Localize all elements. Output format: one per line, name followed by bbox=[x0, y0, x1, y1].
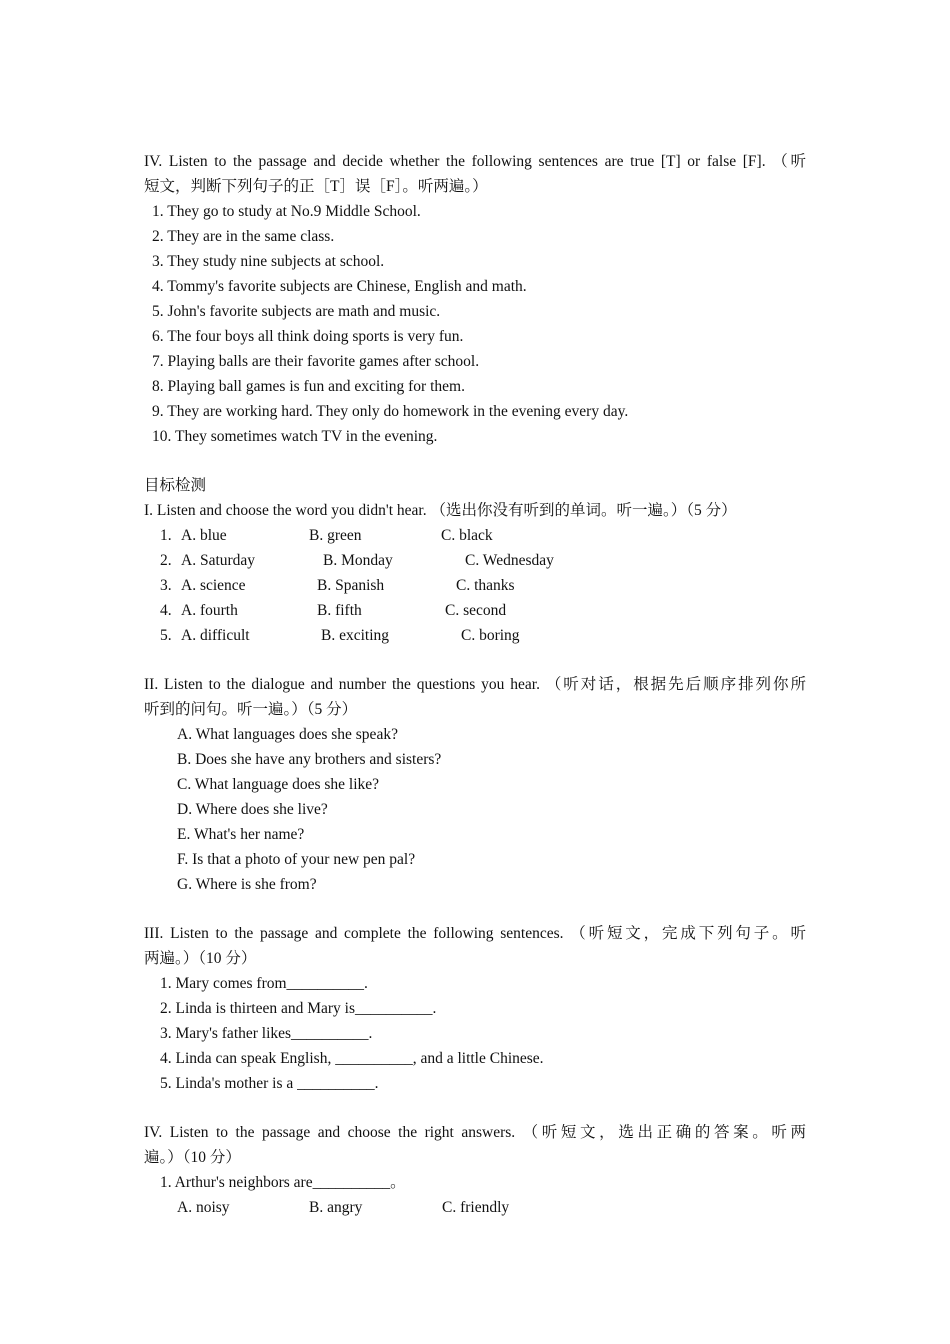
fill-blank-item: 2. Linda is thirteen and Mary is__________. bbox=[160, 1000, 437, 1017]
option-b: B. fifth bbox=[317, 602, 362, 619]
section1-heading: I. Listen and choose the word you didn't hear. （选出你没有听到的单词。听一遍。）（5 分） bbox=[144, 502, 737, 519]
row-number: 1. bbox=[160, 527, 172, 544]
section3-heading-line2: 两遍。）（10 分） bbox=[144, 950, 257, 967]
fill-blank-item: 3. Mary's father likes__________. bbox=[160, 1025, 373, 1042]
choice-question: 1. Arthur's neighbors are__________。 bbox=[160, 1174, 406, 1191]
question-item: G. Where is she from? bbox=[177, 876, 317, 893]
fill-blank-item: 1. Mary comes from__________. bbox=[160, 975, 368, 992]
fill-blank-item: 5. Linda's mother is a __________. bbox=[160, 1075, 379, 1092]
row-number: 4. bbox=[160, 602, 172, 619]
option-a: A. Saturday bbox=[181, 552, 256, 569]
question-item: D. Where does she live? bbox=[177, 801, 328, 818]
question-item: E. What's her name? bbox=[177, 826, 305, 843]
section-tf-heading-line1: IV. Listen to the passage and decide whether the following sentences are true [T] or false [F]. （听 bbox=[144, 153, 806, 170]
section2-heading-line2: 听到的问句。听一遍。）（5 分） bbox=[144, 701, 358, 718]
option-a: A. difficult bbox=[181, 627, 250, 644]
section-tf-heading-line2: 短文，判断下列句子的正［T］误［F］。听两遍。） bbox=[144, 178, 488, 195]
option-c: C. Wednesday bbox=[465, 552, 554, 569]
option-a: A. noisy bbox=[177, 1199, 230, 1216]
tf-item: 9. They are working hard. They only do homework in the evening every day. bbox=[152, 403, 629, 420]
row-number: 2. bbox=[160, 552, 172, 569]
question-item: C. What language does she like? bbox=[177, 776, 380, 793]
option-b: B. Spanish bbox=[317, 577, 385, 594]
question-item: F. Is that a photo of your new pen pal? bbox=[177, 851, 416, 868]
option-a: A. science bbox=[181, 577, 246, 594]
option-b: B. Monday bbox=[323, 552, 393, 569]
target-title: 目标检测 bbox=[144, 477, 207, 494]
option-c: C. second bbox=[445, 602, 507, 619]
tf-item: 5. John's favorite subjects are math and music. bbox=[152, 303, 441, 320]
option-c: C. boring bbox=[461, 627, 520, 644]
fill-blank-item: 4. Linda can speak English, __________, and a little Chinese. bbox=[160, 1050, 544, 1067]
tf-item: 7. Playing balls are their favorite games after school. bbox=[152, 353, 480, 370]
option-c: C. thanks bbox=[456, 577, 515, 594]
tf-item: 4. Tommy's favorite subjects are Chinese, English and math. bbox=[152, 278, 527, 295]
section4-heading-line2: 遍。）（10 分） bbox=[144, 1149, 241, 1166]
tf-item: 10. They sometimes watch TV in the evening. bbox=[152, 428, 438, 445]
option-b: B. green bbox=[309, 527, 362, 544]
section3-heading-line1: III. Listen to the passage and complete the following sentences. （听短文，完成下列句子。听 bbox=[144, 925, 806, 942]
option-a: A. blue bbox=[181, 527, 227, 544]
option-b: B. angry bbox=[309, 1199, 363, 1216]
row-number: 5. bbox=[160, 627, 172, 644]
section2-heading-line1: II. Listen to the dialogue and number the questions you hear. （听对话，根据先后顺序排列你所 bbox=[144, 676, 806, 693]
question-item: A. What languages does she speak? bbox=[177, 726, 398, 743]
section4-heading-line1: IV. Listen to the passage and choose the right answers. （听短文，选出正确的答案。听两 bbox=[144, 1124, 806, 1141]
option-c: C. friendly bbox=[442, 1199, 510, 1216]
option-b: B. exciting bbox=[321, 627, 390, 644]
question-item: B. Does she have any brothers and sisters? bbox=[177, 751, 442, 768]
tf-item: 2. They are in the same class. bbox=[152, 228, 335, 245]
row-number: 3. bbox=[160, 577, 172, 594]
tf-item: 1. They go to study at No.9 Middle School. bbox=[152, 203, 421, 220]
tf-item: 8. Playing ball games is fun and exciting for them. bbox=[152, 378, 465, 395]
tf-item: 6. The four boys all think doing sports is very fun. bbox=[152, 328, 464, 345]
option-a: A. fourth bbox=[181, 602, 238, 619]
option-c: C. black bbox=[441, 527, 493, 544]
tf-item: 3. They study nine subjects at school. bbox=[152, 253, 385, 270]
